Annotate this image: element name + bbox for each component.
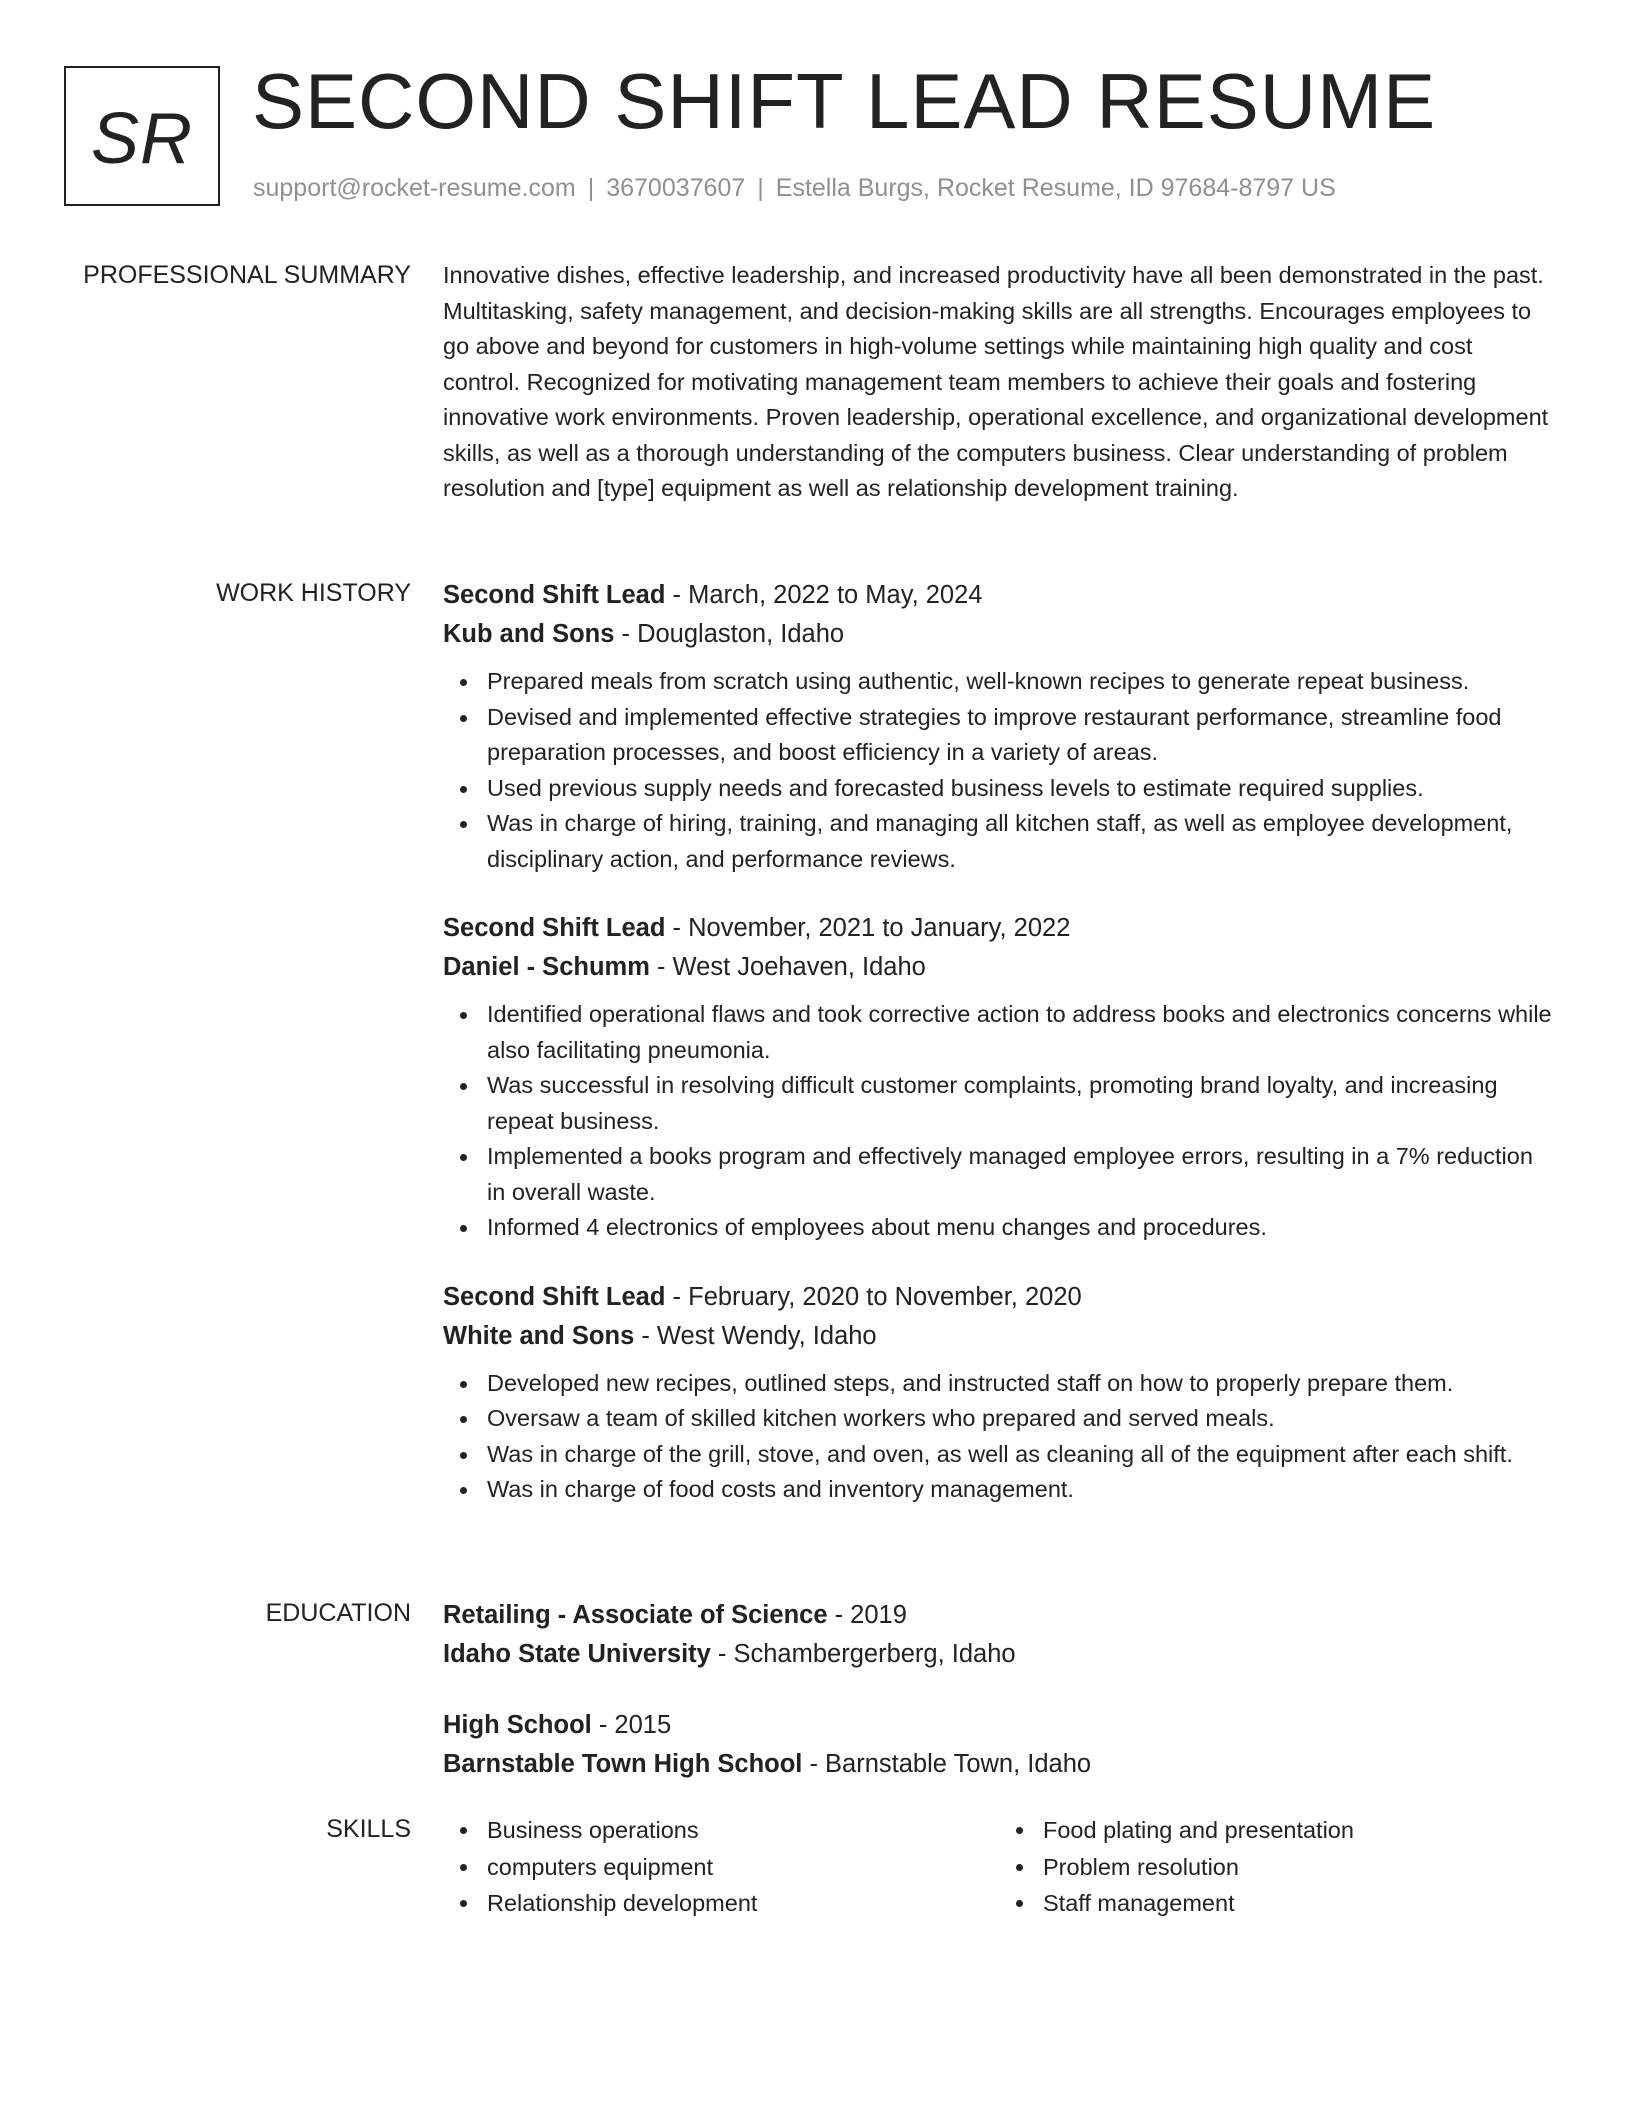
- education-location: - Schambergerberg, Idaho: [710, 1640, 1016, 1668]
- job-company-line: [443, 948, 1555, 987]
- summary-body: [443, 258, 1555, 507]
- job-bullet: Implemented a books program and effectively managed employee errors, resulting in a 7% reduction in overall waste.: [487, 1139, 1555, 1210]
- resume-title: SECOND SHIFT LEAD RESUME: [252, 57, 1437, 145]
- section-heading-summary: PROFESSIONAL SUMMARY: [83, 261, 411, 289]
- skill-item: Problem resolution: [1043, 1849, 1555, 1886]
- job-location: - West Joehaven, Idaho: [649, 953, 926, 981]
- job-entry: [443, 909, 1555, 1246]
- section-heading-skills: SKILLS: [326, 1815, 411, 1843]
- skill-item: computers equipment: [487, 1849, 999, 1886]
- skills-column-right: [999, 1812, 1555, 1922]
- work-history-body: [443, 576, 1555, 1530]
- skill-item: Relationship development: [487, 1885, 999, 1922]
- job-dates: - March, 2022 to May, 2024: [665, 581, 983, 609]
- job-company: Daniel - Schumm: [443, 953, 650, 981]
- education-school: Barnstable Town High School: [443, 1750, 803, 1778]
- contact-email[interactable]: support@rocket-resume.com: [253, 174, 576, 202]
- job-location: - West Wendy, Idaho: [634, 1321, 877, 1350]
- job-dates: - February, 2020 to November, 2020: [665, 1282, 1082, 1311]
- summary-text: Innovative dishes, effective leadership, and increased productivity have all been demonstrated in the past. Multitasking, safety management, and decision-making skills are all strengths. Encourages employees to go above and beyond for customers in high-volume settings while maintaining high quality and cost control. Recognized for motivating management team members to achieve their goals and fostering innovative work environments. Proven leadership, operational excellence, and organizational development skills, as well as a thorough understanding of the computers business. Clear understanding of problem resolution and [type] equipment as well as relationship development training.: [443, 262, 1549, 501]
- job-bullet: Was in charge of hiring, training, and managing all kitchen staff, as well as employee development, disciplinary action, and performance reviews.: [487, 806, 1555, 877]
- education-degree: High School: [443, 1711, 592, 1739]
- job-bullet: Informed 4 electronics of employees about menu changes and procedures.: [487, 1210, 1555, 1246]
- contact-address: Estella Burgs, Rocket Resume, ID 97684-8797 US: [775, 174, 1336, 202]
- education-year: - 2019: [827, 1601, 907, 1629]
- education-school: Idaho State University: [443, 1640, 711, 1668]
- job-dates: - November, 2021 to January, 2022: [665, 914, 1071, 942]
- job-bullet: Was successful in resolving difficult customer complaints, promoting brand loyalty, and increasing repeat business.: [487, 1068, 1555, 1139]
- job-company-line: [443, 615, 1555, 654]
- job-company: White and Sons: [443, 1321, 635, 1350]
- education-entry: [443, 1706, 1555, 1784]
- job-bullets: [443, 1366, 1555, 1508]
- contact-separator: |: [587, 174, 595, 202]
- job-company-line: [443, 1317, 1555, 1356]
- job-bullet: Devised and implemented effective strategies to improve restaurant performance, streamline food preparation processes, and boost efficiency in a variety of areas.: [487, 700, 1555, 771]
- skills-column-left: [443, 1812, 999, 1922]
- job-title: Second Shift Lead: [443, 914, 666, 942]
- job-location: - Douglaston, Idaho: [614, 620, 845, 648]
- skills-body: [443, 1812, 1555, 1922]
- job-bullet: Oversaw a team of skilled kitchen workers who prepared and served meals.: [487, 1401, 1555, 1437]
- contact-phone[interactable]: 3670037607: [606, 174, 746, 202]
- job-company: Kub and Sons: [443, 620, 615, 648]
- job-bullets: [443, 997, 1555, 1246]
- job-title: Second Shift Lead: [443, 581, 666, 609]
- section-heading-work-history: WORK HISTORY: [216, 579, 411, 607]
- education-entry: [443, 1596, 1555, 1674]
- education-school-line: [443, 1745, 1555, 1784]
- skill-item: Business operations: [487, 1812, 999, 1849]
- job-bullet: Prepared meals from scratch using authentic, well-known recipes to generate repeat business.: [487, 664, 1555, 700]
- education-location: - Barnstable Town, Idaho: [802, 1750, 1092, 1778]
- section-heading-education: EDUCATION: [265, 1599, 411, 1627]
- education-degree: Retailing - Associate of Science: [443, 1601, 828, 1629]
- contact-separator: |: [757, 174, 764, 202]
- skill-item: Staff management: [1043, 1885, 1555, 1922]
- job-entry: [443, 576, 1555, 877]
- job-title-line: [443, 576, 1555, 615]
- job-title-line: [443, 909, 1555, 948]
- job-bullet: Developed new recipes, outlined steps, and instructed staff on how to properly prepare them.: [487, 1366, 1555, 1402]
- job-bullets: [443, 664, 1555, 877]
- monogram-initials: SR: [90, 99, 194, 179]
- job-title-line: [443, 1278, 1555, 1317]
- education-degree-line: [443, 1596, 1555, 1635]
- job-entry: [443, 1278, 1555, 1508]
- education-school-line: [443, 1635, 1555, 1674]
- contact-line: [253, 172, 1336, 204]
- education-year: - 2015: [591, 1711, 672, 1739]
- job-bullet: Was in charge of food costs and inventory management.: [487, 1472, 1555, 1508]
- job-bullet: Identified operational flaws and took corrective action to address books and electronics concerns while also facilitating pneumonia.: [487, 997, 1555, 1068]
- skills-grid: [443, 1812, 1555, 1922]
- education-body: [443, 1596, 1555, 1806]
- monogram-box: [64, 66, 220, 206]
- education-degree-line: [443, 1706, 1555, 1745]
- job-bullet: Used previous supply needs and forecasted business levels to estimate required supplies.: [487, 771, 1555, 807]
- job-title: Second Shift Lead: [443, 1282, 666, 1311]
- job-bullet: Was in charge of the grill, stove, and oven, as well as cleaning all of the equipment after each shift.: [487, 1437, 1555, 1473]
- skill-item: Food plating and presentation: [1043, 1812, 1555, 1849]
